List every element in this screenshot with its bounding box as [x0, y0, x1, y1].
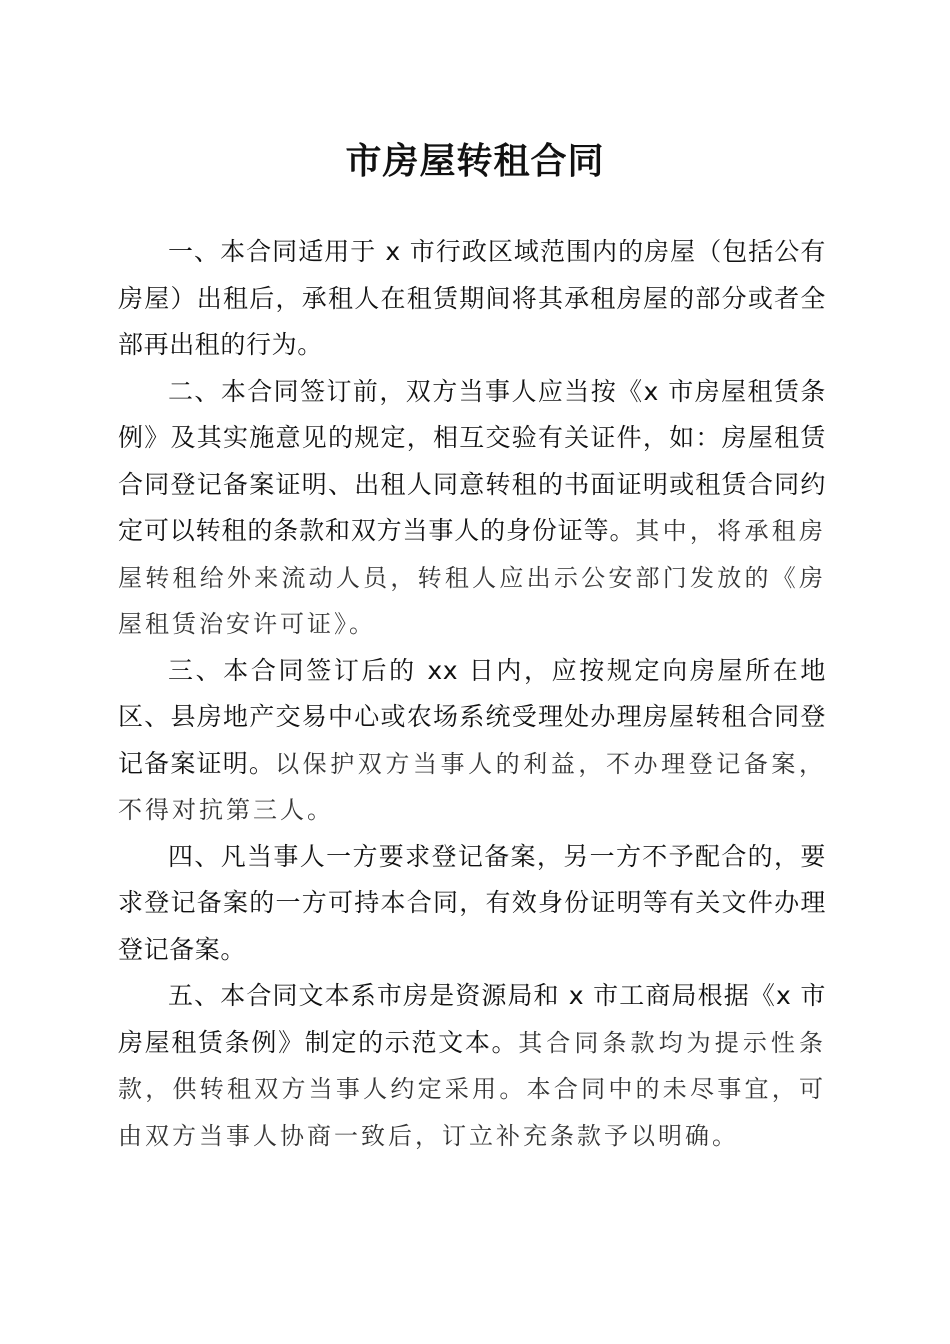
document-title: 市房屋转租合同 — [345, 140, 605, 182]
paragraph-1 — [118, 229, 826, 369]
paragraph-2-tail: 其中，将承租房屋转租给外来流动人员，转租人应出示公安部门发放的《房屋租赁治安许可证》。 — [118, 517, 826, 638]
paragraph-2 — [118, 369, 826, 648]
paragraph-3 — [118, 648, 826, 834]
paragraph-1-main: 一、本合同适用于 x 市行政区域范围内的房屋（包括公有房屋）出租后，承租人在租赁期间将其承租房屋的部分或者全部再出租的行为。 — [118, 237, 826, 359]
paragraph-3-tail: 以保护双方当事人的利益，不办理登记备案，不得对抗第三人。 — [118, 749, 826, 824]
paragraph-5-tail: 其合同条款均为提示性条款，供转租双方当事人约定采用。本合同中的未尽事宜，可由双方当事人协商一致后，订立补充条款予以明确。 — [118, 1028, 826, 1150]
paragraph-4 — [118, 834, 826, 974]
paragraph-2-main: 二、本合同签订前，双方当事人应当按《x 市房屋租赁条例》及其实施意见的规定，相互交验有关证件，如：房屋租赁合同登记备案证明、出租人同意转租的书面证明或租赁合同约定可以转租的条款和双方当事人的身份证等。 — [118, 376, 826, 545]
document-body — [118, 229, 826, 1159]
paragraph-5-main: 五、本合同文本系市房是资源局和 x 市工商局根据《x 市房屋租赁条例》制定的示范文本。 — [118, 981, 826, 1057]
paragraph-4-main: 四、凡当事人一方要求登记备案，另一方不予配合的，要求登记备案的一方可持本合同，有效身份证明等有关文件办理登记备案。 — [118, 841, 826, 964]
paragraph-3-main: 三、本合同签订后的 xx 日内，应按规定向房屋所在地区、县房地产交易中心或农场系统受理处办理房屋转租合同登记备案证明。 — [118, 655, 826, 778]
paragraph-5 — [118, 973, 826, 1159]
